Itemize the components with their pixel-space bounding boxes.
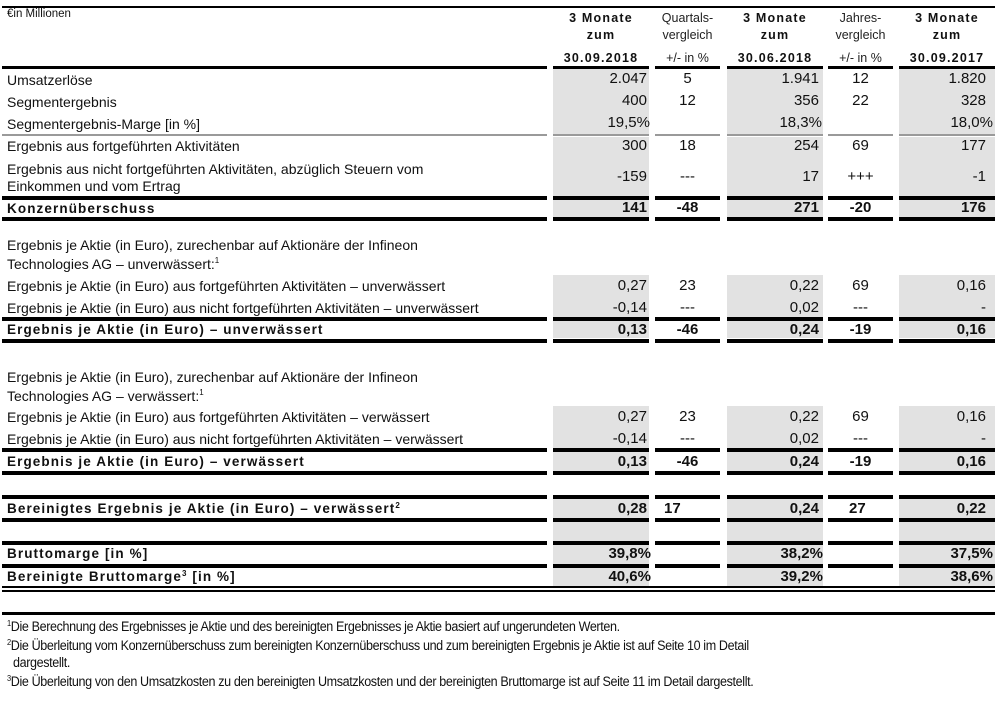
cell-value: --- bbox=[680, 430, 695, 447]
cell-value: 39,2% bbox=[780, 568, 823, 585]
row-rule bbox=[2, 471, 547, 475]
row-rule bbox=[655, 448, 720, 452]
row-rule bbox=[727, 339, 823, 343]
cell-value: 69 bbox=[852, 408, 869, 425]
cell-value: 12 bbox=[852, 70, 869, 87]
cell-value: 18,3% bbox=[779, 114, 822, 131]
label-text: Technologies AG – verwässert: bbox=[7, 388, 200, 404]
row-rule bbox=[553, 518, 649, 522]
cell-value: 2.047 bbox=[609, 70, 647, 87]
cell-value: 17 bbox=[664, 500, 681, 517]
header-rule bbox=[899, 66, 995, 69]
cell-value: 176 bbox=[960, 199, 986, 216]
label-text: Technologies AG – unverwässert: bbox=[7, 256, 215, 272]
row-rule bbox=[2, 448, 547, 452]
row-rule bbox=[2, 541, 547, 545]
cell-value: 0,24 bbox=[789, 500, 819, 517]
row-rule bbox=[727, 471, 823, 475]
row-label-eps-unv-fortgefuehrt: Ergebnis je Aktie (in Euro) aus fortgeführten Aktivitäten – unverwässert bbox=[7, 278, 446, 294]
row-rule bbox=[828, 339, 893, 343]
cell-value: -46 bbox=[676, 453, 699, 470]
footnote-ref: 1 bbox=[199, 388, 204, 397]
col3-shade bbox=[727, 521, 823, 541]
row-rule bbox=[655, 564, 720, 568]
col5-header-line1: 3 Monate bbox=[915, 11, 979, 25]
row-rule bbox=[828, 448, 893, 452]
footnote-rule bbox=[2, 612, 995, 615]
cell-value: 0,28 bbox=[617, 500, 647, 517]
cell-value: +++ bbox=[847, 168, 874, 185]
row-rule bbox=[899, 448, 995, 452]
row-rule bbox=[828, 217, 893, 221]
cell-value: -46 bbox=[676, 321, 699, 338]
cell-value: -0,14 bbox=[612, 430, 647, 447]
col1-shade bbox=[553, 521, 649, 541]
cell-value: 328 bbox=[960, 92, 986, 109]
row-rule bbox=[727, 495, 823, 499]
cell-value: --- bbox=[853, 299, 868, 316]
row-rule bbox=[553, 339, 649, 343]
row-label-ergebnis-nicht-fortgefuehrt-cont: Einkommen und vom Ertrag bbox=[7, 178, 181, 194]
section-label-eps-verwaessert-cont bbox=[7, 388, 204, 404]
row-rule bbox=[727, 518, 823, 522]
cell-value: -20 bbox=[849, 199, 872, 216]
footnote-text: Die Überleitung von den Umsatzkosten zu den bereinigten Umsatzkosten und der bereinigten Bruttomarge ist auf Seite 11 im Detail dargestellt. bbox=[10, 674, 754, 689]
header-rule bbox=[2, 66, 547, 69]
cell-value: 19,5% bbox=[607, 114, 650, 131]
row-rule bbox=[899, 495, 995, 499]
row-rule bbox=[655, 471, 720, 475]
footnote-text: Die Überleitung vom Konzernüberschuss zum bereinigten Konzernüberschuss und zum bereinigten Ergebnis je Aktie ist auf Seite 10 im Detail bbox=[10, 638, 749, 653]
footnote-2 bbox=[7, 638, 749, 654]
row-rule bbox=[727, 217, 823, 221]
row-rule bbox=[828, 495, 893, 499]
cell-value: 69 bbox=[852, 277, 869, 294]
cell-value: 141 bbox=[621, 199, 647, 216]
section-label-eps-unverwaessert: Ergebnis je Aktie (in Euro), zurechenbar auf Aktionäre der Infineon bbox=[7, 237, 418, 253]
col4-header-line1: Jahres- bbox=[839, 11, 882, 25]
cell-value: - bbox=[981, 430, 986, 447]
col5-shade bbox=[899, 521, 995, 541]
footnote-3 bbox=[7, 674, 753, 690]
header-rule bbox=[553, 66, 649, 69]
cell-value: 1.820 bbox=[948, 70, 986, 87]
section-label-eps-unverwaessert-cont bbox=[7, 256, 219, 272]
row-label-ergebnis-nicht-fortgefuehrt: Ergebnis aus nicht fortgeführten Aktivitäten, abzüglich Steuern vom bbox=[7, 161, 424, 177]
cell-value: 1.941 bbox=[781, 70, 819, 87]
cell-value: --- bbox=[680, 299, 695, 316]
col3-header-date: 30.06.2018 bbox=[737, 51, 813, 65]
row-label-konzernueberschuss: Konzernüberschuss bbox=[7, 201, 156, 216]
cell-value: -19 bbox=[849, 453, 872, 470]
cell-value: 0,27 bbox=[617, 277, 647, 294]
cell-value: 177 bbox=[960, 137, 986, 154]
cell-value: 18 bbox=[679, 137, 696, 154]
cell-value: 23 bbox=[679, 277, 696, 294]
row-label-ergebnis-fortgefuehrt: Ergebnis aus fortgeführten Aktivitäten bbox=[7, 138, 240, 154]
row-label-segmentergebnis: Segmentergebnis bbox=[7, 94, 117, 110]
label-text: Bereinigtes Ergebnis je Aktie (in Euro) – verwässert bbox=[7, 501, 396, 516]
label-text: Bereinigte Bruttomarge bbox=[7, 569, 182, 584]
row-label-eps-ver-fortgefuehrt: Ergebnis je Aktie (in Euro) aus fortgeführten Aktivitäten – verwässert bbox=[7, 409, 430, 425]
footnote-ref: 1 bbox=[214, 256, 220, 265]
cell-value: 0,02 bbox=[789, 430, 819, 447]
cell-value: 38,2% bbox=[780, 545, 823, 562]
top-rule bbox=[2, 6, 995, 8]
cell-value: 254 bbox=[793, 137, 819, 154]
row-rule bbox=[2, 317, 547, 321]
row-rule bbox=[553, 217, 649, 221]
row-rule bbox=[553, 495, 649, 499]
row-rule bbox=[828, 564, 893, 568]
row-rule bbox=[553, 471, 649, 475]
cell-value: 0,16 bbox=[956, 408, 986, 425]
footnote-number: 2 bbox=[7, 638, 11, 647]
row-label-segmentergebnis-marge: Segmentergebnis-Marge [in %] bbox=[7, 116, 200, 132]
row-rule bbox=[655, 339, 720, 343]
cell-value: 38,6% bbox=[950, 568, 993, 585]
col2-header-line1: Quartals- bbox=[661, 11, 714, 25]
cell-value: 300 bbox=[621, 137, 647, 154]
cell-value: 0,24 bbox=[789, 321, 819, 338]
row-rule bbox=[727, 448, 823, 452]
row-rule bbox=[828, 134, 893, 136]
row-rule bbox=[655, 541, 720, 545]
header-rule bbox=[828, 66, 893, 69]
cell-value: 0,22 bbox=[789, 408, 819, 425]
row-rule bbox=[2, 518, 547, 522]
cell-value: -159 bbox=[616, 168, 647, 185]
cell-value: - bbox=[981, 299, 986, 316]
col1-header-line1: 3 Monate bbox=[569, 11, 633, 25]
section-label-eps-verwaessert: Ergebnis je Aktie (in Euro), zurechenbar auf Aktionäre der Infineon bbox=[7, 369, 418, 385]
cell-value: 0,13 bbox=[617, 321, 647, 338]
footnote-ref: 2 bbox=[395, 501, 401, 510]
header-rule bbox=[655, 66, 720, 69]
cell-value: 271 bbox=[793, 199, 819, 216]
row-rule bbox=[899, 471, 995, 475]
row-rule bbox=[899, 339, 995, 343]
col2-header-unit: +/- in % bbox=[666, 51, 709, 65]
cell-value: 18,0% bbox=[950, 114, 993, 131]
cell-value: 0,16 bbox=[956, 321, 986, 338]
cell-value: 12 bbox=[679, 92, 696, 109]
cell-value: 400 bbox=[621, 92, 647, 109]
bottom-rule bbox=[2, 590, 995, 592]
row-label-eps-verwaessert-total: Ergebnis je Aktie (in Euro) – verwässert bbox=[7, 454, 305, 469]
row-label-eps-unverwaessert-total: Ergebnis je Aktie (in Euro) – unverwässert bbox=[7, 322, 324, 337]
row-rule bbox=[2, 495, 547, 499]
cell-value: 0,24 bbox=[789, 453, 819, 470]
cell-value: 69 bbox=[852, 137, 869, 154]
col5-header-line2: zum bbox=[932, 28, 962, 42]
footnote-text: Die Berechnung des Ergebnisses je Aktie und des bereinigten Ergebnisses je Aktie basiert auf ungerundeten Werten. bbox=[10, 619, 620, 634]
row-rule bbox=[655, 495, 720, 499]
label-text: [in %] bbox=[187, 569, 236, 584]
row-label-eps-unv-nicht-fortgefuehrt: Ergebnis je Aktie (in Euro) aus nicht fortgeführten Aktivitäten – unverwässert bbox=[7, 300, 479, 316]
footnote-2-cont: dargestellt. bbox=[13, 655, 70, 670]
row-rule bbox=[2, 217, 547, 221]
cell-value: 5 bbox=[683, 70, 692, 87]
col1-header-date: 30.09.2018 bbox=[563, 51, 639, 65]
row-rule bbox=[2, 134, 547, 136]
col3-header-line1: 3 Monate bbox=[743, 11, 807, 25]
cell-value: 37,5% bbox=[950, 545, 993, 562]
footnote-number: 3 bbox=[7, 674, 11, 683]
cell-value: -19 bbox=[849, 321, 872, 338]
row-rule bbox=[655, 518, 720, 522]
bottom-rule bbox=[2, 586, 995, 588]
col5-header-date: 30.09.2017 bbox=[909, 51, 985, 65]
footnote-number: 1 bbox=[7, 619, 11, 628]
col4-header-line2: vergleich bbox=[835, 28, 886, 42]
row-rule bbox=[828, 541, 893, 545]
row-rule bbox=[2, 339, 547, 343]
col2-header-line2: vergleich bbox=[662, 28, 713, 42]
cell-value: 0,13 bbox=[617, 453, 647, 470]
cell-value: 0,22 bbox=[789, 277, 819, 294]
row-label-bruttomarge: Bruttomarge [in %] bbox=[7, 546, 149, 561]
cell-value: -0,14 bbox=[612, 299, 647, 316]
col1-header-line2: zum bbox=[586, 28, 616, 42]
row-rule bbox=[655, 134, 720, 136]
row-label-umsatzerloese: Umsatzerlöse bbox=[7, 72, 93, 88]
row-rule bbox=[828, 471, 893, 475]
cell-value: 27 bbox=[849, 500, 866, 517]
row-label-bereinigtes-eps bbox=[7, 501, 401, 517]
unit-label: €in Millionen bbox=[7, 8, 71, 20]
row-rule bbox=[828, 518, 893, 522]
col3-header-line2: zum bbox=[760, 28, 790, 42]
cell-value: 0,27 bbox=[617, 408, 647, 425]
row-rule bbox=[2, 196, 547, 200]
cell-value: 0,22 bbox=[956, 500, 986, 517]
row-rule bbox=[553, 448, 649, 452]
cell-value: 356 bbox=[793, 92, 819, 109]
header-rule bbox=[727, 66, 823, 69]
row-label-eps-ver-nicht-fortgefuehrt: Ergebnis je Aktie (in Euro) aus nicht fortgeführten Aktivitäten – verwässert bbox=[7, 431, 464, 447]
footnote-1 bbox=[7, 619, 620, 635]
cell-value: 40,6% bbox=[608, 568, 651, 585]
footnote-ref: 3 bbox=[181, 569, 188, 578]
cell-value: 17 bbox=[802, 168, 819, 185]
row-rule bbox=[727, 134, 823, 136]
cell-value: 23 bbox=[679, 408, 696, 425]
row-rule bbox=[2, 564, 547, 568]
row-rule bbox=[899, 134, 995, 136]
cell-value: --- bbox=[853, 430, 868, 447]
row-rule bbox=[655, 217, 720, 221]
cell-value: --- bbox=[680, 168, 695, 185]
row-label-bereinigte-bruttomarge bbox=[7, 569, 236, 585]
cell-value: 0,16 bbox=[956, 453, 986, 470]
row-rule bbox=[899, 217, 995, 221]
row-rule bbox=[553, 134, 649, 136]
cell-value: 0,16 bbox=[956, 277, 986, 294]
cell-value: 0,02 bbox=[789, 299, 819, 316]
cell-value: 22 bbox=[852, 92, 869, 109]
cell-value: -1 bbox=[972, 168, 986, 185]
row-rule bbox=[899, 518, 995, 522]
col4-header-unit: +/- in % bbox=[839, 51, 882, 65]
cell-value: -48 bbox=[676, 199, 699, 216]
cell-value: 39,8% bbox=[608, 545, 651, 562]
